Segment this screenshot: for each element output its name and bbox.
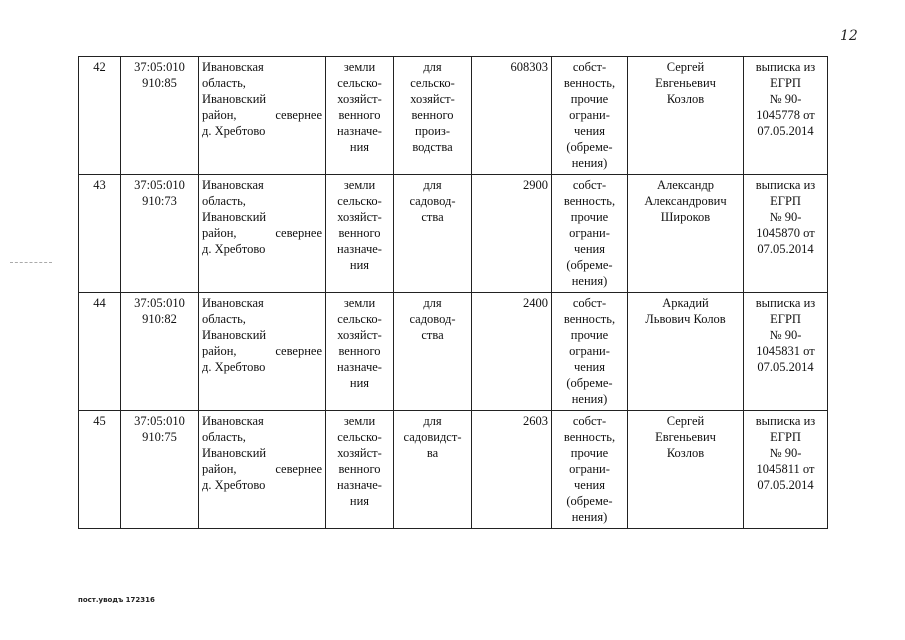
cell-land-category-line: назначе- (337, 360, 382, 374)
cell-cadastral-number (121, 411, 199, 529)
cell-permitted-use-line: хозяйст- (410, 92, 455, 106)
cell-area: 2603 (472, 411, 552, 529)
cell-land-category-line: венного (338, 462, 381, 476)
cell-land-category-line: сельско- (337, 194, 382, 208)
cell-permitted-use-line: для (423, 414, 442, 428)
cell-permitted-use-line: ства (421, 210, 444, 224)
cell-permitted-use (394, 175, 472, 293)
cell-owner-line: Аркадий (662, 296, 709, 310)
cell-right-type-line: нения) (571, 156, 608, 170)
cell-permitted-use (394, 411, 472, 529)
address-locality: д. Хребтово (202, 124, 266, 138)
address-word: район, (202, 226, 237, 240)
cell-permitted-use-line: произ- (415, 124, 450, 138)
cell-permitted-use-line: ства (421, 328, 444, 342)
address-line: Ивановский (202, 328, 267, 342)
cell-area: 2900 (472, 175, 552, 293)
cell-owner-line: Козлов (666, 92, 705, 106)
cell-document-line: 1045811 от (756, 462, 815, 476)
cell-area: 608303 (472, 57, 552, 175)
cell-document-line: № 90- (769, 328, 802, 342)
address-locality: д. Хребтово (202, 242, 266, 256)
cell-right-type-line: собст- (572, 296, 607, 310)
cell-right-type-line: прочие (570, 92, 609, 106)
cell-cadastral-number-line: 910:75 (142, 430, 177, 444)
cell-permitted-use-line: ва (426, 446, 439, 460)
cell-owner-line: Козлов (666, 446, 705, 460)
cell-owner-line: Александрович (644, 194, 727, 208)
cell-land-category-line: ния (349, 140, 370, 154)
cell-document-line: выписка из (755, 178, 816, 192)
cell-cadastral-number-line: 37:05:010 (134, 414, 185, 428)
cell-document-line: ЕГРП (770, 312, 801, 326)
cell-address (199, 57, 326, 175)
cell-right-type-line: собст- (572, 178, 607, 192)
cell-right-type-line: чения (574, 124, 605, 138)
cell-right-type-line: ограни- (569, 462, 610, 476)
cell-right-type-line: венность, (563, 312, 616, 326)
table-row (79, 293, 828, 411)
cell-right-type-line: (обреме- (566, 140, 613, 154)
cell-land-category (326, 57, 394, 175)
address-word: район, (202, 462, 237, 476)
cell-document (744, 411, 828, 529)
cell-land-category-line: ния (349, 494, 370, 508)
cell-right-type (552, 411, 628, 529)
cell-land-category-line: земли (343, 296, 376, 310)
cell-land-category (326, 293, 394, 411)
cell-document-line: № 90- (769, 92, 802, 106)
cell-document-line: 1045831 от (756, 344, 815, 358)
cell-permitted-use-line: для (423, 296, 442, 310)
cell-cadastral-number-line: 37:05:010 (134, 296, 185, 310)
cell-permitted-use-line: водства (412, 140, 453, 154)
table-body (79, 57, 828, 529)
cell-permitted-use (394, 293, 472, 411)
address-line: Ивановская (202, 178, 264, 192)
cell-right-type-line: собст- (572, 414, 607, 428)
address-line: Ивановский (202, 210, 267, 224)
cell-permitted-use-line: садовидст- (403, 430, 462, 444)
margin-mark (10, 262, 52, 263)
cell-owner-line: Сергей (666, 414, 705, 428)
cell-right-type-line: венность, (563, 76, 616, 90)
cell-permitted-use-line: сельско- (410, 76, 455, 90)
cell-right-type-line: чения (574, 242, 605, 256)
address-line: область, (202, 430, 246, 444)
cell-land-category-line: венного (338, 226, 381, 240)
cell-document-line: 07.05.2014 (757, 360, 814, 374)
cell-owner (628, 57, 744, 175)
table-row (79, 175, 828, 293)
cell-cadastral-number (121, 57, 199, 175)
address-word: севернее (275, 344, 322, 358)
cell-right-type-line: (обреме- (566, 494, 613, 508)
cell-right-type-line: нения) (571, 274, 608, 288)
cell-number: 42 (79, 57, 121, 175)
cell-right-type-line: ограни- (569, 344, 610, 358)
cell-owner-line: Широков (660, 210, 711, 224)
cell-owner-line: Сергей (666, 60, 705, 74)
cell-land-category-line: земли (343, 60, 376, 74)
cell-cadastral-number-line: 910:85 (142, 76, 177, 90)
cell-right-type-line: прочие (570, 328, 609, 342)
cell-document (744, 293, 828, 411)
cell-number: 44 (79, 293, 121, 411)
address-locality: д. Хребтово (202, 478, 266, 492)
cell-cadastral-number (121, 293, 199, 411)
cell-cadastral-number-line: 910:73 (142, 194, 177, 208)
cell-right-type-line: прочие (570, 446, 609, 460)
cell-address (199, 175, 326, 293)
cell-right-type-line: (обреме- (566, 376, 613, 390)
cell-document-line: 1045778 от (756, 108, 815, 122)
address-line-justified (202, 225, 322, 241)
cell-right-type-line: нения) (571, 510, 608, 524)
address-word: севернее (275, 462, 322, 476)
cell-document-line: 07.05.2014 (757, 478, 814, 492)
cell-address (199, 411, 326, 529)
address-line: область, (202, 76, 246, 90)
cell-document (744, 175, 828, 293)
cell-permitted-use-line: садовод- (409, 312, 456, 326)
cell-document-line: ЕГРП (770, 430, 801, 444)
address-word: севернее (275, 108, 322, 122)
page-number: 12 (840, 28, 858, 44)
cell-permitted-use-line: садовод- (409, 194, 456, 208)
address-line: область, (202, 194, 246, 208)
cell-document-line: 07.05.2014 (757, 124, 814, 138)
cell-area: 2400 (472, 293, 552, 411)
cell-land-category-line: земли (343, 178, 376, 192)
cell-document-line: выписка из (755, 60, 816, 74)
cell-document-line: № 90- (769, 210, 802, 224)
cell-permitted-use (394, 57, 472, 175)
cell-right-type (552, 293, 628, 411)
cell-right-type-line: венность, (563, 194, 616, 208)
address-line-justified (202, 107, 322, 123)
cell-right-type-line: ограни- (569, 108, 610, 122)
cell-land-category-line: хозяйст- (337, 210, 382, 224)
cell-document-line: 07.05.2014 (757, 242, 814, 256)
cell-land-category-line: назначе- (337, 124, 382, 138)
cell-land-category-line: земли (343, 414, 376, 428)
cell-right-type (552, 175, 628, 293)
cell-document-line: ЕГРП (770, 76, 801, 90)
cell-address (199, 293, 326, 411)
cell-document-line: выписка из (755, 414, 816, 428)
address-word: севернее (275, 226, 322, 240)
cell-right-type-line: чения (574, 360, 605, 374)
cell-land-category-line: венного (338, 108, 381, 122)
cell-document-line: № 90- (769, 446, 802, 460)
cell-right-type-line: нения) (571, 392, 608, 406)
cell-land-category-line: ния (349, 376, 370, 390)
cell-cadastral-number (121, 175, 199, 293)
cell-right-type-line: собст- (572, 60, 607, 74)
address-line: Ивановский (202, 92, 267, 106)
cell-land-category (326, 411, 394, 529)
cell-right-type-line: венность, (563, 430, 616, 444)
cell-document-line: выписка из (755, 296, 816, 310)
cell-land-category-line: венного (338, 344, 381, 358)
cell-land-category (326, 175, 394, 293)
address-line: Ивановская (202, 296, 264, 310)
cell-cadastral-number-line: 37:05:010 (134, 178, 185, 192)
address-line-justified (202, 343, 322, 359)
cell-right-type-line: ограни- (569, 226, 610, 240)
cell-cadastral-number-line: 37:05:010 (134, 60, 185, 74)
cell-right-type-line: чения (574, 478, 605, 492)
table-row (79, 57, 828, 175)
cell-right-type-line: прочие (570, 210, 609, 224)
cell-right-type (552, 57, 628, 175)
cell-document (744, 57, 828, 175)
cell-land-category-line: хозяйст- (337, 92, 382, 106)
cell-owner (628, 411, 744, 529)
cell-land-category-line: хозяйст- (337, 328, 382, 342)
address-line: Ивановская (202, 60, 264, 74)
cell-number: 45 (79, 411, 121, 529)
cell-permitted-use-line: для (423, 60, 442, 74)
cell-land-category-line: хозяйст- (337, 446, 382, 460)
cell-owner-line: Львович Колов (645, 312, 726, 326)
address-line: Ивановский (202, 446, 267, 460)
cell-land-category-line: сельско- (337, 430, 382, 444)
cell-land-category-line: сельско- (337, 312, 382, 326)
cell-owner (628, 293, 744, 411)
cell-land-category-line: ния (349, 258, 370, 272)
cell-cadastral-number-line: 910:82 (142, 312, 177, 326)
cell-document-line: ЕГРП (770, 194, 801, 208)
address-line: область, (202, 312, 246, 326)
cell-right-type-line: (обреме- (566, 258, 613, 272)
cell-owner-line: Александр (656, 178, 715, 192)
cell-owner-line: Евгеньевич (655, 76, 716, 90)
cell-permitted-use-line: венного (411, 108, 454, 122)
cell-land-category-line: назначе- (337, 242, 382, 256)
footer-note: пост.уводъ 172316 (78, 596, 155, 604)
land-plot-table (78, 56, 828, 529)
address-line-justified (202, 461, 322, 477)
cell-owner-line: Евгеньевич (655, 430, 716, 444)
cell-land-category-line: сельско- (337, 76, 382, 90)
address-word: район, (202, 108, 237, 122)
cell-document-line: 1045870 от (756, 226, 815, 240)
cell-permitted-use-line: для (423, 178, 442, 192)
cell-land-category-line: назначе- (337, 478, 382, 492)
address-word: район, (202, 344, 237, 358)
cell-number: 43 (79, 175, 121, 293)
address-line: Ивановская (202, 414, 264, 428)
table-row (79, 411, 828, 529)
address-locality: д. Хребтово (202, 360, 266, 374)
cell-owner (628, 175, 744, 293)
